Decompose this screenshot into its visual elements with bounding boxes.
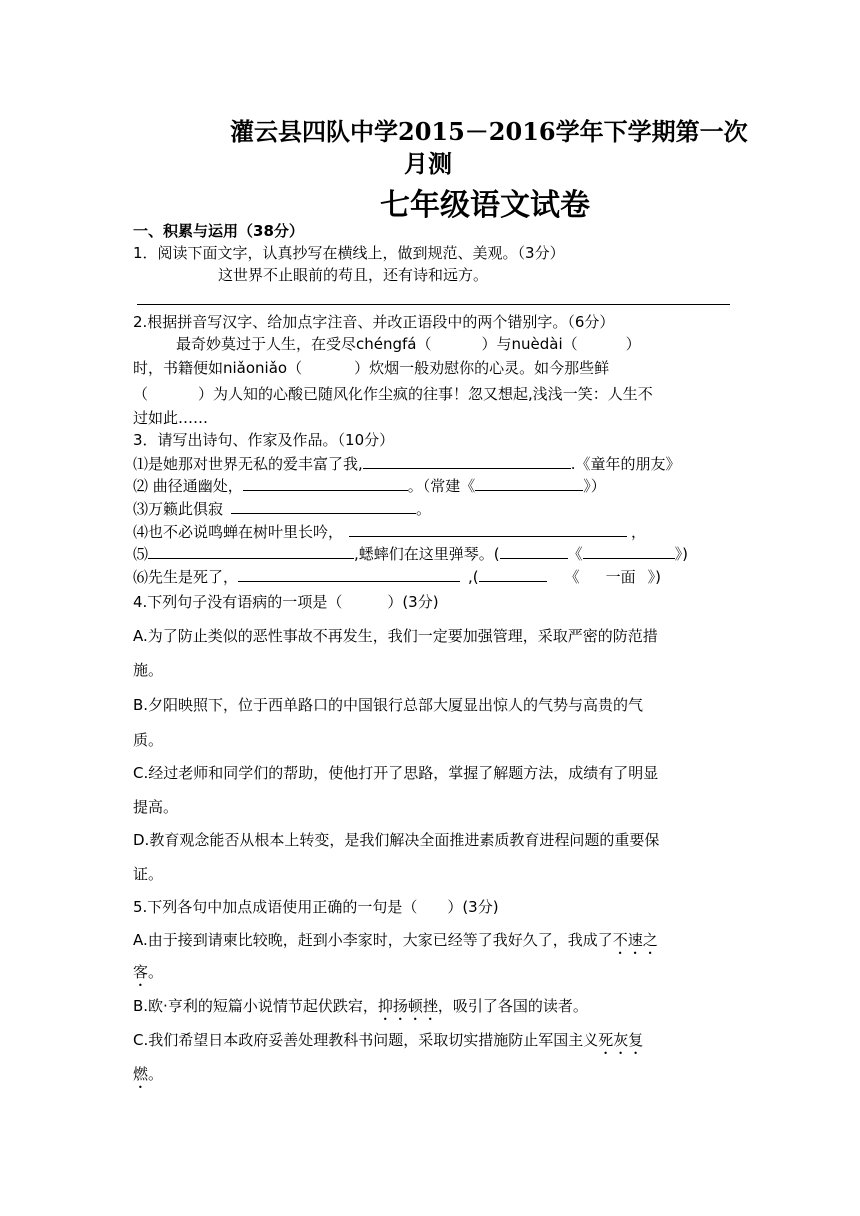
q3-item2-text: ⑵ 曲径通幽处， <box>133 477 243 495</box>
q2-line2-a: 时，书籍便如niǎoniǎo（ <box>133 359 303 377</box>
q2-line1 <box>176 334 641 354</box>
q2-line1-b: ）与nuèdài（ <box>481 335 578 353</box>
q4-option-a-line2: 施。 <box>133 661 164 679</box>
q3-item5-author-blank[interactable] <box>500 542 568 559</box>
q2-line4: 过如此…… <box>133 409 209 427</box>
q3-item4 <box>133 520 646 542</box>
q3-item1 <box>133 452 681 474</box>
q3-item6-author-blank[interactable] <box>479 565 547 582</box>
exam-title-line2: 月测 <box>404 149 452 178</box>
q2-line1-c: ） <box>625 335 641 353</box>
q4-prompt: 4.下列句子没有语病的一项是（ ）(3分) <box>133 593 439 611</box>
q5-option-c-line2 <box>133 1064 163 1092</box>
q5-option-c-text: C.我们希望日本政府妥善处理教科书问题，采取切实措施防止军国主义 <box>133 1031 599 1049</box>
q3-item5-blank[interactable] <box>148 542 354 559</box>
q5-option-a-line2 <box>133 962 163 990</box>
q5-option-b-idiom: 抑扬顿挫 <box>377 997 438 1015</box>
q3-item5-work-blank[interactable] <box>583 542 675 559</box>
q5-option-a-period: 。 <box>148 963 164 981</box>
q5-option-c-idiom: 死灰复 <box>598 1031 644 1049</box>
q3-item1-blank[interactable] <box>363 452 571 469</box>
q4-option-a-line1: A.为了防止类似的恶性事故不再发生，我们一定要加强管理，采取严密的防范措 <box>133 627 658 645</box>
q3-item6-blank[interactable] <box>238 565 460 582</box>
q5-option-b-text: B.欧·亨利的短篇小说情节起伏跌宕， <box>133 997 378 1015</box>
q5-option-a-text: A.由于接到请柬比较晚，赶到小李家时，大家已经等了我好久了，我成了 <box>133 931 613 949</box>
q3-item3-blank[interactable] <box>231 497 416 514</box>
q4-option-c-line2: 提高。 <box>133 798 179 816</box>
q2-prompt: 2.根据拼音写汉字、给加点字注音、并改正语段中的两个错别字。（6分） <box>133 313 615 331</box>
q2-line2-b: ）炊烟一般劝慰你的心灵。如今那些鲜 <box>354 359 610 377</box>
q5-option-a-line1 <box>133 930 658 958</box>
q4-option-c-line1: C.经过老师和同学们的帮助，使他打开了思路，掌握了解题方法，成绩有了明显 <box>133 764 659 782</box>
q3-item4-text: ⑷也不必说鸣蝉在树叶里长吟， <box>133 523 344 541</box>
q5-option-c-period: 。 <box>148 1065 164 1083</box>
q3-item4-blank[interactable] <box>349 520 627 537</box>
q3-item5-close: 》) <box>674 545 689 563</box>
q4-option-d-line2: 证。 <box>133 865 164 883</box>
q5-option-a-idiom: 不速之 <box>612 931 658 949</box>
q1-writing-line[interactable] <box>137 304 730 305</box>
q5-option-c-idiom-end: 燃 <box>133 1065 149 1083</box>
section-heading: 一、积累与运用（38分） <box>133 222 304 240</box>
q3-item2-work-blank[interactable] <box>475 474 583 491</box>
q3-item1-source: .《童年的朋友》 <box>570 455 681 473</box>
q3-item6-text: ⑹先生是死了， <box>133 568 239 586</box>
q2-line2 <box>133 358 609 378</box>
q5-prompt: 5.下列各句中加点成语使用正确的一句是（ ）(3分) <box>133 898 499 916</box>
q2-line3-a: （ <box>133 385 149 403</box>
q3-prompt: 3．请写出诗句、作家及作品。（10分） <box>133 431 395 449</box>
exam-title-line1: 灌云县四队中学2015－2016学年下学期第一次 <box>230 117 748 146</box>
q3-item6-open: 《 <box>564 568 580 586</box>
q4-option-b-line2: 质。 <box>133 731 164 749</box>
q4-option-d-line1: D.教育观念能否从根本上转变，是我们解决全面推进素质教育进程问题的重要保 <box>133 831 660 849</box>
q3-item3-text: ⑶万籁此俱寂 <box>133 500 224 518</box>
exam-subtitle: 七年级语文试卷 <box>380 188 590 223</box>
q5-option-c-line1 <box>133 1030 643 1058</box>
q3-item4-end: ， <box>631 523 647 541</box>
q3-item2-close: 》） <box>583 477 606 495</box>
q3-item5-text: ,蟋蟀们在这里弹琴。( <box>354 545 500 563</box>
q2-line3 <box>133 384 653 404</box>
q3-item2-author: 。（常建《 <box>407 477 476 495</box>
q3-item2 <box>133 474 606 496</box>
q5-option-a-idiom-end: 客 <box>133 963 149 981</box>
q2-line1-a: 最奇妙莫过于人生，在受尽chéngfá（ <box>176 335 432 353</box>
q3-item1-text: ⑴是她那对世界无私的爱丰富了我, <box>133 455 363 473</box>
q5-option-b-line1 <box>133 996 588 1024</box>
q1-text: 这世界不止眼前的苟且，还有诗和远方。 <box>218 266 489 284</box>
q3-item3 <box>133 497 431 519</box>
q1-prompt: 1．阅读下面文字，认真抄写在横线上，做到规范、美观。（3分） <box>133 244 565 262</box>
q3-item5-open: 《 <box>567 545 583 563</box>
q3-item5-num: ⑸ <box>133 545 149 563</box>
q3-item6-paren: ,( <box>468 568 479 586</box>
q3-item2-blank[interactable] <box>243 474 408 491</box>
q3-item6 <box>133 565 661 587</box>
q4-option-b-line1: B.夕阳映照下，位于西单路口的中国银行总部大厦显出惊人的气势与高贵的气 <box>133 696 644 714</box>
q3-item3-end: 。 <box>416 500 432 518</box>
q3-item5 <box>133 542 688 564</box>
q3-item6-close: 》) <box>647 568 662 586</box>
q5-option-b-rest: ，吸引了各国的读者。 <box>437 997 588 1015</box>
q3-item6-work: 一面 <box>605 568 636 586</box>
q2-line3-b: ）为人知的心酸已随风化作尘疯的往事！忽又想起,浅浅一笑：人生不 <box>198 385 653 403</box>
